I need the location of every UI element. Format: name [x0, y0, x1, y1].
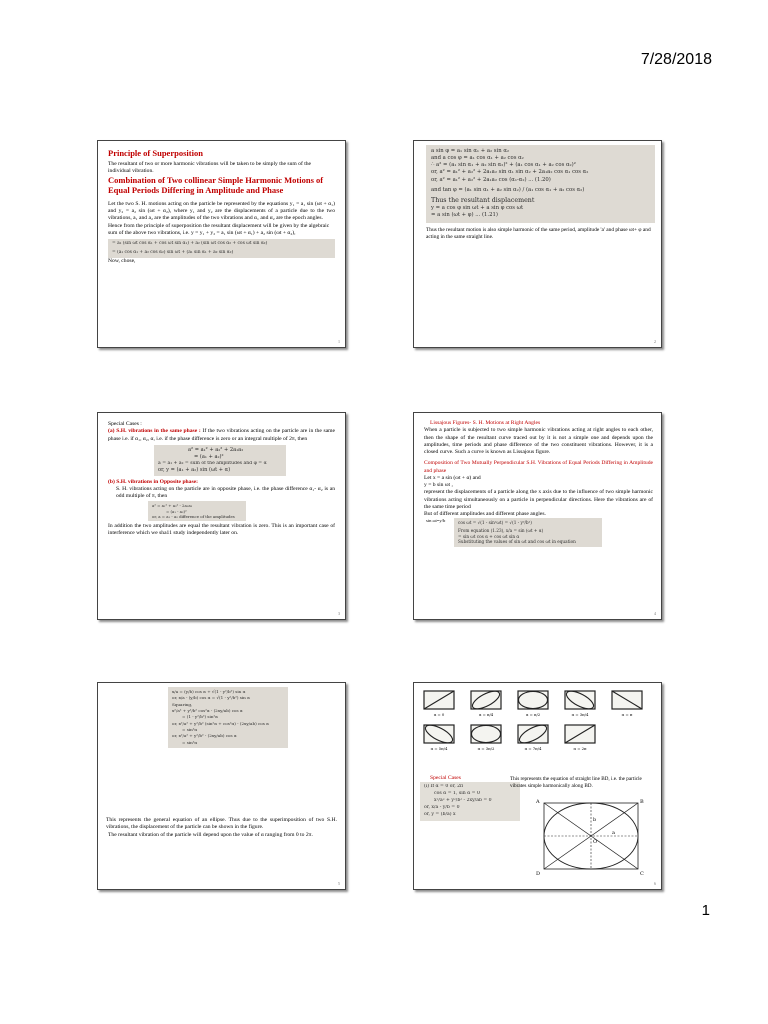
slide-4-sin: sin ωt=y/b: [426, 518, 446, 524]
equation-line: x²/a² + y²/b² cos²α - (2xy/ab) cos α: [172, 708, 243, 714]
slide-1-equation-image: [108, 239, 335, 258]
equation-line: ∴ a² = (a₁ sin α₁ + a₂ sin α₂)² + (a₁ cos α₁ + a₂ cos α₂)²: [431, 162, 576, 169]
case-a-label: (a) S.H. vibrations in the same phase :: [108, 428, 201, 435]
lissajous-figure: [467, 689, 505, 718]
slide-4-paragraph: When a particle is subjected to two simple harmonic vibrations acting at right angles to each other, then the shape of the resultant curve traced out by it is not a simple one and depends upon the amplitudes, time periods and phase difference of the two constituent vibrations. However, it is a closed curve. Such a curve is known as Lissajous figure.: [424, 427, 653, 456]
ellipse-figure: [532, 795, 650, 877]
slide-6-equation-image: [420, 782, 520, 820]
figure-caption: α = 2π: [573, 745, 587, 751]
equation-line: = (a₁ + a₂)²: [194, 453, 224, 460]
equation-line: = sin ωt cos α + cos ωt sin α: [458, 533, 520, 539]
equation-line: = a₁ (sin ωt cos α₁ + cos ωt sin α₁) + a₂ (sin ωt cos α₂ + cos ωt sin α₂): [112, 241, 268, 247]
equation-line: x/a = (y/b) cos α + √(1 - y²/b²) sin α: [172, 689, 246, 694]
equation-line: cos ωt = √(1 - sin²ωt) = √(1 - y²/b²): [458, 520, 532, 526]
equation-line: = a sin (ωt + φ) ... (1.21): [431, 212, 498, 219]
slide-2-text: Thus the resultant motion is also simple harmonic of the same period, amplitude 'a' and phase ωt+ φ and acting in the same straight line.: [426, 226, 651, 240]
equation-line: y = a cos φ sin ωt + a sin φ cos ωt: [431, 205, 524, 212]
equation-line: and tan φ = (a₁ sin α₁ + a₂ sin α₂) / (a₁ cos α₁ + a₂ cos α₂): [431, 186, 585, 193]
slide-4-equation-image: [454, 518, 602, 547]
slide-1-now: Now, chose,: [108, 258, 136, 265]
case-a-equations: [154, 445, 286, 476]
label-b: b: [593, 817, 597, 823]
equation-line: x²/a² + y²/b² - 2xy/ab = 0: [434, 798, 492, 804]
slide-4-line: Let x = a sin (ωt + α) and: [424, 474, 481, 481]
figure-caption: α = π/4: [478, 712, 494, 717]
slide-4-title: Lissajous Figures- S. H. Motions at Right Angles: [430, 420, 541, 426]
equation-line: or, x/a - (y/b) cos α = √(1 - y²/b²) sin α: [172, 695, 250, 701]
slide-number: 1: [338, 338, 340, 344]
equation-line: a sin φ = a₁ sin α₁ + a₂ sin α₂: [431, 148, 510, 154]
equation-line: From equation (1.23), x/a = sin (ωt + α): [458, 528, 544, 534]
lissajous-figure: [420, 723, 458, 752]
slide-4-line: y = b sin ωt ,: [424, 482, 453, 489]
slide-4-line: But of different amplitudes and different phase angles.: [424, 511, 546, 518]
equation-line: = sin²α: [182, 727, 198, 733]
figure-caption: α = 5π/4: [430, 745, 448, 751]
equation-line: or, a = a₁ - a₂ difference of the amplitudes: [152, 513, 235, 519]
slide-3-closing: In addition the two amplitudes are equal the resultant vibration is zero. This is an important case of interference which we sha11 study independently later on.: [108, 523, 335, 537]
slide-6: [413, 682, 662, 890]
equation-line: a² = a₁² + a₂² + 2a₁a₂: [188, 446, 244, 453]
equation-line: or, y = (b/a) x: [424, 811, 456, 817]
label-D: D: [536, 871, 541, 877]
equation-line: (i) If α = 0 or, 2π: [424, 784, 464, 790]
equation-line: = (1 - y²/b²) sin²α: [182, 714, 218, 720]
slide-1-intro: The resultant of two or more harmonic vibrations will be taken to be simply the sum of the individual vibration.: [108, 160, 312, 175]
lissajous-figure: [608, 689, 646, 718]
equation-line: or, a² = a₁² + a₂² + 2a₁a₂ cos (α₁-α₂) ... (1.20): [431, 176, 551, 183]
slide-number: 6: [654, 880, 656, 886]
slide-5: [97, 682, 346, 890]
slide-5-text: This represents the general equation of an ellipse. Thus due to the superimposition of two S.H. vibrations, the displacement of the particle can be shown in the figure.: [106, 817, 337, 831]
label-a: a: [612, 830, 615, 836]
label-B: B: [640, 799, 644, 805]
label-A: A: [536, 799, 540, 805]
lissajous-figures: [420, 689, 660, 752]
slide-1-body: Let the two S. H. motions acting on the particle be represented by the equations y₁ = a₁ sin (ωt + α₁) and y₂ = a₂ sin (ωt + α₂), where y₁ and y₂ are the displacements of a particle due to the two vibrations, a₁ and a₂ are the amplitudes of the two vibrations and α₁ and α₂ are the epoch angles.: [108, 200, 335, 222]
slide-2: [413, 140, 662, 348]
lissajous-figure: [561, 723, 599, 752]
slide-5-equation-image: [168, 687, 288, 748]
figure-caption: α = 0: [433, 712, 445, 717]
lissajous-figure: [514, 723, 552, 752]
slide-1: [97, 140, 346, 348]
equation-line: Squaring,: [172, 701, 193, 707]
slide-number: 2: [654, 338, 656, 344]
lissajous-figure: [467, 723, 505, 752]
figure-caption: α = π/2: [525, 712, 541, 717]
equation-line: cos α = 1, sin α = 0: [434, 791, 480, 797]
equation-line: = (a₁ cos α₁ + a₂ cos α₂) sin ωt + (a₁ sin α₁ + a₂ sin α₂): [112, 250, 234, 256]
case-b-text: S. H. vibrations acting on the particle are in opposite phase, i.e. the phase difference α₁- α₂ is an odd multiple of π, then: [116, 485, 335, 500]
case-b-equations: [148, 501, 246, 521]
special-cases-label: Special Cases: [430, 775, 461, 781]
slide-number: 3: [338, 610, 340, 616]
lissajous-figure: [420, 689, 458, 718]
slide-6-description: This represents the equation of straight line BD, i.e. the particle vibrates simple harmonically along BD.: [510, 776, 642, 789]
slide-4-paragraph-2: represent the displacements of a particle along the x axis due to the influence of two simple harmonic vibrations acting simultaneously on a particle in perpendicular directions. Here the vibrations are of the same time period: [424, 489, 653, 510]
equation-line: a² = a₁² + a₂² - 2a₁a₂: [152, 503, 193, 509]
equation-line: a = a₁ + a₂ = sum of the amplitudes and φ = α: [158, 460, 267, 466]
slide-4-subtitle: Composition of Two Mutually Perpendicular S.H. Vibrations of Equal Periods Differing in Amplitude and phase: [424, 460, 653, 474]
equation-line: Substituting the values of sin ωt and cos ωt in equation: [458, 539, 576, 545]
slide-1-title: Principle of Superposition: [108, 148, 203, 158]
label-C: C: [640, 871, 644, 877]
slide-5-text-2: The resultant vibration of the particle will depend upon the value of α ranging from 0 to 2π.: [108, 831, 313, 838]
equation-line: or, x²/a² + y²/b² (sin²α + cos²α) - (2xy/ab) cos α: [172, 720, 269, 726]
slide-4: [413, 412, 662, 620]
lissajous-figure: [561, 689, 599, 718]
figure-caption: α = 7π/4: [524, 745, 542, 751]
slide-3-heading: Special Cases :: [108, 421, 142, 427]
equation-line: or, a² = a₁² + a₂² + 2a₁a₂ sin α₁ sin α₂ + 2a₁a₂ cos α₁ cos α₂: [431, 169, 589, 176]
figure-caption: α = π: [621, 712, 633, 717]
equation-line: = (a₁ - a₂)²: [166, 508, 187, 514]
lissajous-figure: [514, 689, 552, 718]
figure-caption: α = 3π/2: [477, 745, 495, 751]
slide-number: 5: [338, 880, 340, 886]
equation-line: or, y = (a₁ + a₂) sin (ωt + α): [158, 466, 231, 473]
slide-2-equation-image: [426, 145, 655, 223]
equation-line: or, x²/a² + y²/b² - (2xy/ab) cos α: [172, 733, 237, 739]
figure-caption: α = 3π/4: [571, 712, 589, 717]
case-a-text: If the two vibrations acting on the particle are in the same phase i.e. if α₁, α₂, α, i.e. if the phase difference is zero or an integral multiple of 2π, then: [108, 428, 336, 442]
case-b-label: (b) S.H. vibrations in Opposite phase:: [108, 478, 198, 485]
equation-line: or, x/a - y/b = 0: [424, 804, 460, 810]
slide-number: 4: [654, 610, 656, 616]
equation-line: and a cos φ = a₁ cos α₁ + a₂ cos α₂: [431, 155, 524, 162]
page-date: 7/28/2018: [640, 51, 712, 68]
slide-1-body-2: Hence from the principle of superposition the resultant displacement will be given by the algebraic sum of the above two vibrations, i.e. y = y₁ + y₂ = a₁ sin (ωt + α₁) + a₂ sin (ωt + α₂),: [108, 222, 330, 236]
slide-3: [97, 412, 346, 620]
label-O: O: [593, 839, 598, 845]
equation-line: Thus the resultant displacement: [431, 196, 535, 204]
equation-line: = sin²α: [182, 739, 198, 745]
slide-1-subtitle: Combination of Two collinear Simple Harmonic Motions of Equal Periods Differing in Amplitude and Phase: [108, 175, 324, 196]
page-number: 1: [701, 902, 710, 919]
